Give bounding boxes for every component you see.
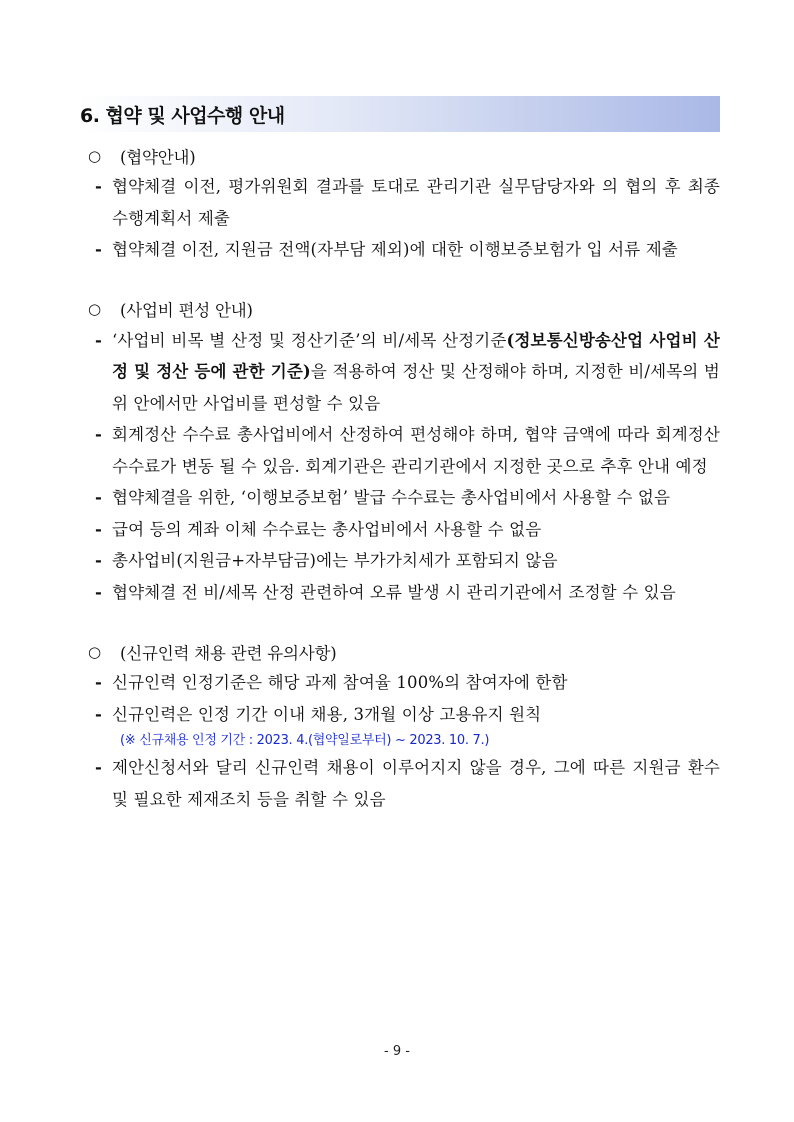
- item-text: 협약체결을 위한, ‘이행보증보험’ 발급 수수료는 총사업비에서 사용할 수 없음: [112, 488, 671, 507]
- group-new-hire: [80, 636, 720, 815]
- dash-bullet: -: [95, 758, 102, 777]
- dash-bullet: -: [95, 582, 102, 602]
- item-text: 협약체결 전 비/세목 산정 관련하여 오류 발생 시 관리기관에서 조정할 수 있음: [112, 582, 676, 602]
- list-item: [80, 171, 720, 234]
- circle-bullet-icon: ○: [88, 300, 101, 318]
- dash-bullet: -: [95, 704, 102, 724]
- note-text: (※ 신규채용 인정 기간 : 2023. 4.(협약일로부터) ~ 2023. 10. 7.): [120, 733, 490, 748]
- item-text: 총사업비(지원금+자부담금)에는 부가가치세가 포함되지 않음: [112, 551, 558, 570]
- list-item: [80, 419, 720, 482]
- group-agreement: [80, 140, 720, 266]
- section-header-bar: [78, 96, 720, 132]
- group-budget: [80, 294, 720, 609]
- item-text-bold: (정보통신방송산업 사업비 산정 및 정산 등에 관한 기준): [112, 330, 720, 381]
- list-item: [80, 234, 720, 266]
- list-item: [80, 699, 720, 731]
- list-item: [80, 667, 720, 699]
- list-item: [80, 482, 720, 514]
- page-number: - 9 -: [384, 1044, 410, 1059]
- item-text: 급여 등의 계좌 이체 수수료는 총사업비에서 사용할 수 없음: [112, 519, 542, 539]
- list-item: [80, 325, 720, 420]
- item-text: 회계정산 수수료 총사업비에서 산정하여 편성해야 하며, 협약 금액에 따라 회계정산 수수료가 변동 될 수 있음. 회계기관은 관리기관에서 지정한 곳으로 추후 안내 예정: [112, 425, 720, 476]
- section-title: 6. 협약 및 사업수행 안내: [80, 104, 285, 127]
- group-heading: [80, 636, 720, 667]
- item-text-pre: ‘사업비 비목 별 산정 및 정산기준’의 비/세목 산정기준: [112, 330, 507, 350]
- dash-bullet: -: [95, 551, 102, 570]
- group-heading: [80, 294, 720, 325]
- item-text: 협약체결 이전, 평가위원회 결과를 토대로 관리기관 실무담당자와 의 협의 후 최종 수행계획서 제출: [112, 177, 720, 228]
- list-item: [80, 752, 720, 815]
- heading-text: (사업비 편성 안내): [120, 301, 253, 320]
- dash-bullet: -: [95, 330, 102, 350]
- dash-bullet: -: [95, 519, 102, 539]
- list-item: [80, 514, 720, 546]
- document-body: [80, 140, 720, 815]
- dash-bullet: -: [95, 177, 102, 196]
- dash-bullet: -: [95, 673, 102, 692]
- group-heading: [80, 140, 720, 171]
- item-text: 협약체결 이전, 지원금 전액(자부담 제외)에 대한 이행보증보험가 입 서류 제출: [112, 240, 678, 259]
- heading-text: (신규인력 채용 관련 유의사항): [120, 643, 337, 663]
- item-text: 신규인력 인정기준은 해당 과제 참여율 100%의 참여자에 한함: [112, 673, 568, 692]
- circle-bullet-icon: ○: [88, 642, 101, 661]
- dash-bullet: -: [95, 240, 102, 259]
- dash-bullet: -: [95, 425, 102, 444]
- dash-bullet: -: [95, 488, 102, 507]
- circle-bullet-icon: ○: [88, 146, 101, 165]
- item-text: 신규인력은 인정 기간 이내 채용, 3개월 이상 고용유지 원칙: [112, 704, 542, 724]
- list-item: [80, 545, 720, 577]
- item-text: 제안신청서와 달리 신규인력 채용이 이루어지지 않을 경우, 그에 따른 지원금 환수 및 필요한 제재조치 등을 취할 수 있음: [112, 758, 720, 809]
- item-text-post: 을 적용하여 정산 및 산정해야 하며, 지정한 비/세목의 범위 안에서만 사업비를 편성할 수 있음: [112, 362, 720, 413]
- list-item: [80, 577, 720, 609]
- item-text: [112, 325, 720, 420]
- heading-text: (협약안내): [120, 147, 196, 167]
